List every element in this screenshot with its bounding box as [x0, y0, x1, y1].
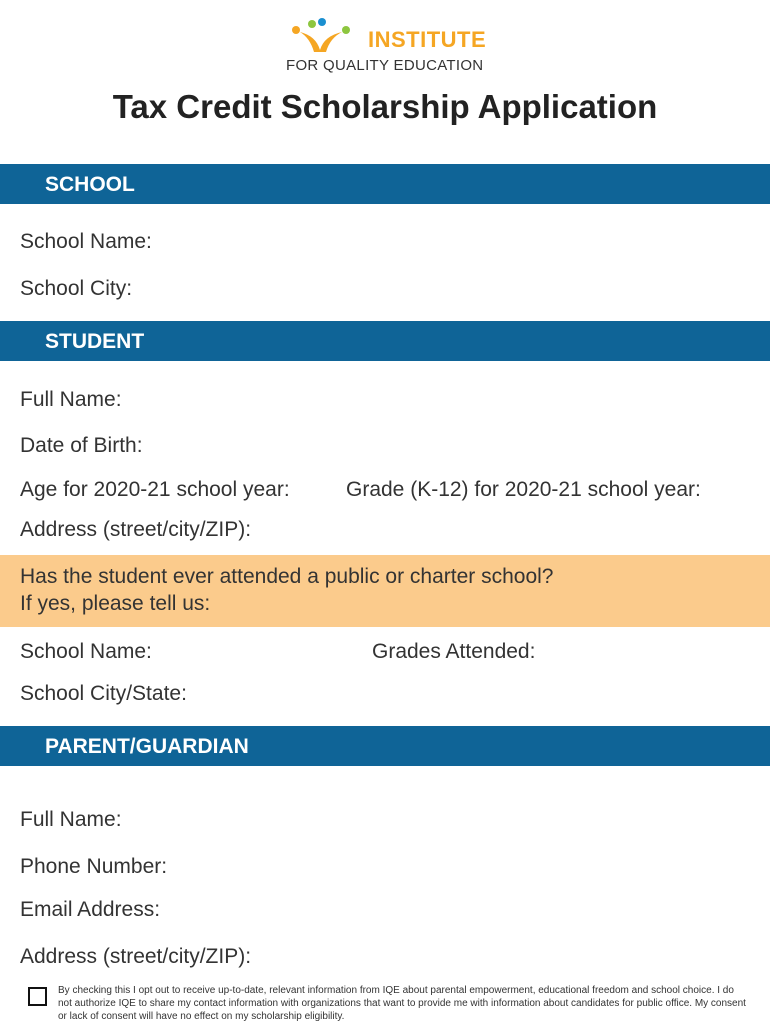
consent-text: By checking this I opt out to receive up-to-date, relevant information from IQE about parental empowerment, educational freedom and school choice. I do not authorize IQE to share my contact information with organizations that want to provide me with information about candidates for public office. My consent or lack of consent will have no effect on my scholarship eligibility. — [58, 985, 746, 1022]
question-line-1: Has the student ever attended a public or charter school? — [20, 565, 554, 588]
grades-attended-field[interactable]: Grades Attended: — [372, 640, 536, 663]
parent-full-name-field[interactable]: Full Name: — [20, 808, 122, 831]
parent-email-field[interactable]: Email Address: — [20, 898, 161, 921]
section-heading: STUDENT — [45, 330, 145, 353]
parent-address-field[interactable]: Address (street/city/ZIP): — [20, 945, 252, 968]
opt-out-checkbox[interactable] — [28, 987, 47, 1006]
previous-school-city-field[interactable]: School City/State: — [20, 682, 187, 705]
student-grade-field[interactable]: Grade (K-12) for 2020-21 school year: — [346, 478, 701, 501]
section-heading: SCHOOL — [45, 173, 135, 196]
section-header-school — [0, 164, 770, 204]
parent-phone-field[interactable]: Phone Number: — [20, 855, 168, 878]
section-header-student — [0, 321, 770, 361]
student-dob-field[interactable]: Date of Birth: — [20, 434, 143, 457]
question-line-2: If yes, please tell us: — [20, 592, 211, 615]
page-title: Tax Credit Scholarship Application — [112, 88, 658, 125]
school-name-field[interactable]: School Name: — [20, 230, 152, 253]
section-heading: PARENT/GUARDIAN — [45, 735, 249, 758]
student-address-field[interactable]: Address (street/city/ZIP): — [20, 518, 252, 541]
logo-tagline: FOR QUALITY EDUCATION — [286, 57, 484, 74]
previous-school-name-field[interactable]: School Name: — [20, 640, 152, 663]
student-full-name-field[interactable]: Full Name: — [20, 388, 122, 411]
logo-people-icon — [286, 16, 358, 56]
student-age-field[interactable]: Age for 2020-21 school year: — [20, 478, 290, 501]
section-header-parent — [0, 726, 770, 766]
school-city-field[interactable]: School City: — [20, 277, 133, 300]
public-school-question — [0, 555, 770, 627]
logo — [286, 16, 496, 76]
logo-name: INSTITUTE — [368, 27, 487, 52]
